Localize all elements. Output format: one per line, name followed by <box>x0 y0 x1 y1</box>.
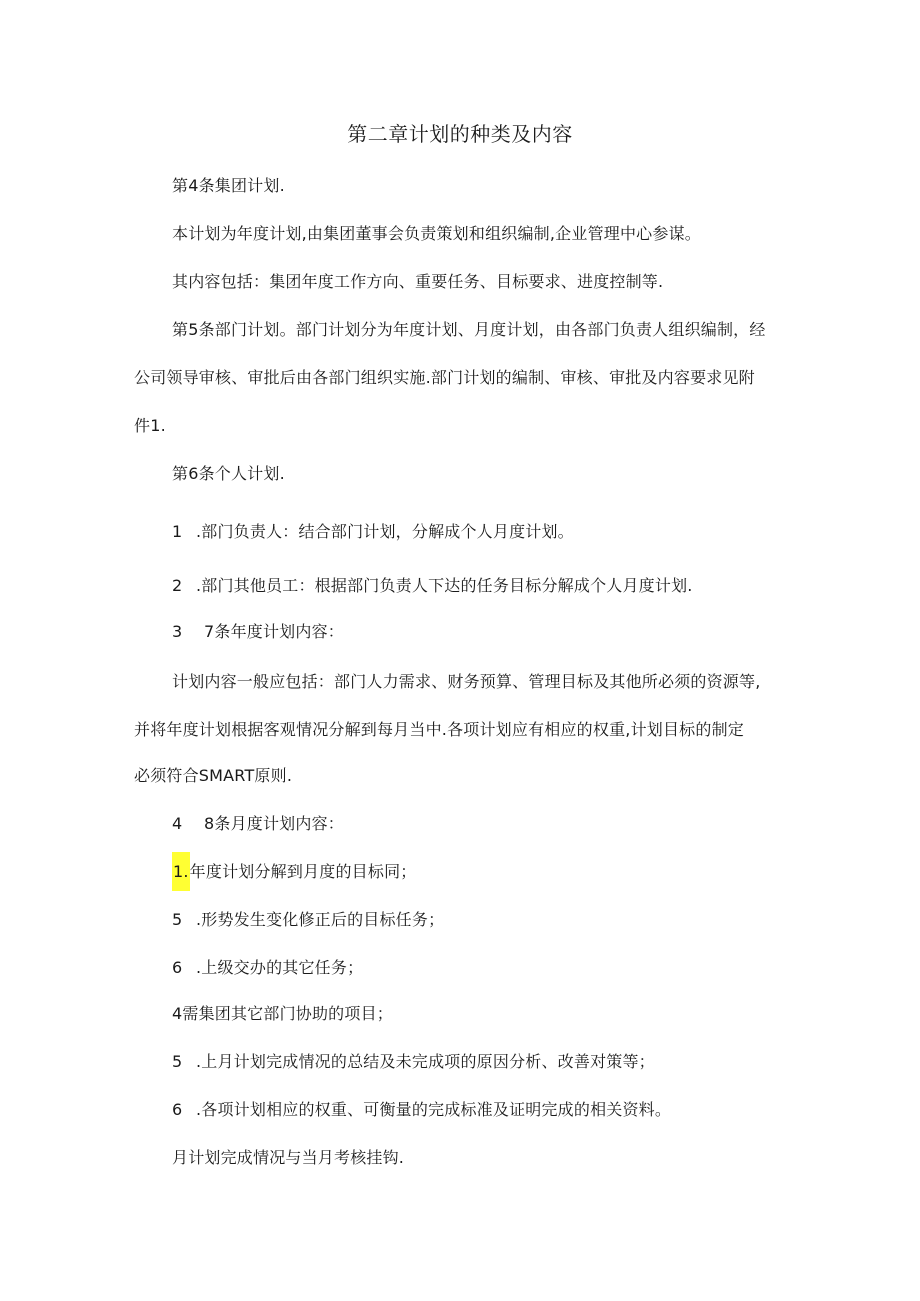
chapter-title: 第二章计划的种类及内容 <box>347 122 573 146</box>
list-item-number: 4 <box>172 814 183 833</box>
article-4-paragraph-1: 本计划为年度计划,由集团董事会负责策划和组织编制,企业管理中心参谋。 <box>172 224 701 243</box>
list-item-text: .上级交办的其它任务； <box>196 958 364 977</box>
list-item-number: 3 <box>172 622 183 641</box>
list-item <box>172 812 344 836</box>
list-item <box>172 1050 655 1074</box>
article-6-heading: 第6条个人计划. <box>172 464 285 483</box>
list-item-text: 7条年度计划内容： <box>204 622 344 641</box>
list-item-text: 8条月度计划内容： <box>204 814 344 833</box>
article-4-paragraph-2: 其内容包括：集团年度工作方向、重要任务、目标要求、进度控制等. <box>172 272 664 291</box>
list-item <box>172 574 693 598</box>
list-item-number: 1 <box>172 522 183 541</box>
list-item-text: 年度计划分解到月度的目标同； <box>189 862 417 881</box>
list-item-text: .部门负责人：结合部门计划，分解成个人月度计划。 <box>196 522 574 541</box>
annual-plan-line-3: 必须符合SMART原则. <box>134 766 293 785</box>
list-item: 4需集团其它部门协助的项目； <box>172 1004 393 1023</box>
list-item-text: .形势发生变化修正后的目标任务； <box>196 910 445 929</box>
article-5-line-2: 公司领导审核、审批后由各部门组织实施.部门计划的编制、审核、审批及内容要求见附 <box>134 368 755 387</box>
list-item-number: 5 <box>172 910 183 929</box>
list-item-number: 6 <box>172 958 183 977</box>
list-item-text: .上月计划完成情况的总结及未完成项的原因分析、改善对策等； <box>196 1052 655 1071</box>
list-item <box>172 620 344 644</box>
list-item <box>172 1098 671 1122</box>
highlighted-number: 1. <box>172 852 190 891</box>
article-5-line-3: 件1. <box>134 416 166 435</box>
list-item-text: .部门其他员工：根据部门负责人下达的任务目标分解成个人月度计划. <box>196 576 693 595</box>
article-5-line-1: 第5条部门计划。部门计划分为年度计划、月度计划，由各部门负责人组织编制，经 <box>172 320 766 339</box>
list-item <box>172 860 416 884</box>
list-item-text: .各项计划相应的权重、可衡量的完成标准及证明完成的相关资料。 <box>196 1100 672 1119</box>
closing-line: 月计划完成情况与当月考核挂钩. <box>172 1148 405 1167</box>
list-item-number: 5 <box>172 1052 183 1071</box>
list-item <box>172 520 574 544</box>
article-4-heading: 第4条集团计划. <box>172 176 285 195</box>
annual-plan-line-2: 并将年度计划根据客观情况分解到每月当中.各项计划应有相应的权重,计划目标的制定 <box>134 720 744 739</box>
list-item-number: 2 <box>172 576 183 595</box>
list-item <box>172 956 363 980</box>
list-item <box>172 908 444 932</box>
list-item-number: 6 <box>172 1100 183 1119</box>
annual-plan-line-1: 计划内容一般应包括：部门人力需求、财务预算、管理目标及其他所必须的资源等, <box>172 672 761 691</box>
